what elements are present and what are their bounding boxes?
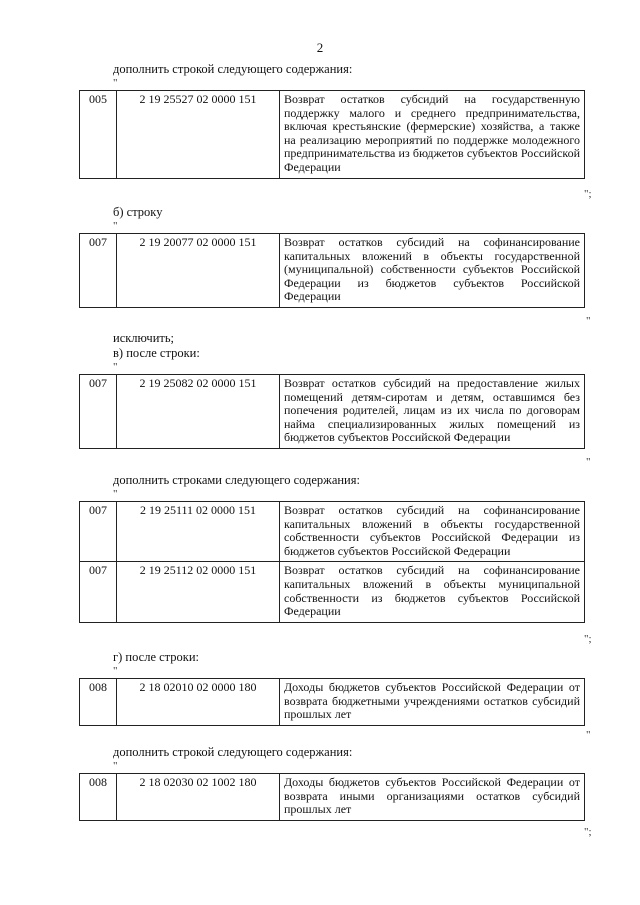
closing-quote: "; xyxy=(584,188,592,200)
budget-code: 2 19 20077 02 0000 151 xyxy=(117,234,280,308)
income-name: Возврат остатков субсидий на предоставление жилых помещений детям-сиротам и детям, оставшимся без попечения родителей, лицам из их числа по договорам найма специализированных жилых помещений из бюджетов субъектов Российской Федерации xyxy=(280,375,585,449)
income-name: Доходы бюджетов субъектов Российской Федерации от возврата бюджетными учреждениями остатков субсидий прошлых лет xyxy=(280,679,585,726)
table-row xyxy=(80,91,585,179)
instruction-row-b: б) строку xyxy=(113,205,163,219)
instruction-after-row-g: г) после строки: xyxy=(113,650,200,664)
opening-quote: " xyxy=(113,77,118,89)
closing-quote: " xyxy=(586,729,591,741)
opening-quote: " xyxy=(113,361,118,373)
closing-quote: "; xyxy=(584,826,592,838)
instruction-add-rows: дополнить строками следующего содержания: xyxy=(113,473,360,487)
opening-quote: " xyxy=(113,760,118,772)
admin-code: 007 xyxy=(80,375,117,449)
closing-quote: " xyxy=(586,456,591,468)
opening-quote: " xyxy=(113,220,118,232)
instruction-after-row-v: в) после строки: xyxy=(113,346,200,360)
instruction-add-row-2: дополнить строкой следующего содержания: xyxy=(113,745,353,759)
income-name: Возврат остатков субсидий на софинансирование капитальных вложений в объекты государственной (муниципальной) собственности субъектов Российской Федерации из бюджетов субъектов Российской Федерации xyxy=(280,234,585,308)
instruction-add-row: дополнить строкой следующего содержания: xyxy=(113,62,353,76)
instruction-exclude: исключить; xyxy=(113,331,175,345)
budget-code: 2 19 25111 02 0000 151 xyxy=(117,502,280,562)
budget-code: 2 18 02030 02 1002 180 xyxy=(117,774,280,821)
admin-code: 007 xyxy=(80,562,117,622)
opening-quote: " xyxy=(113,665,118,677)
admin-code: 005 xyxy=(80,91,117,179)
budget-code: 2 18 02010 02 0000 180 xyxy=(117,679,280,726)
admin-code: 007 xyxy=(80,502,117,562)
closing-quote: "; xyxy=(584,633,592,645)
table-row xyxy=(80,774,585,821)
table-row xyxy=(80,679,585,726)
table-row xyxy=(80,375,585,449)
admin-code: 008 xyxy=(80,774,117,821)
table-row xyxy=(80,562,585,622)
code-table-3 xyxy=(79,374,585,449)
admin-code: 008 xyxy=(80,679,117,726)
admin-code: 007 xyxy=(80,234,117,308)
closing-quote: " xyxy=(586,315,591,327)
income-name: Возврат остатков субсидий на государственную поддержку малого и среднего предпринимательства, включая крестьянские (фермерские) хозяйства, а также на реализацию мероприятий по поддержке молодежного предпринимательства из бюджетов субъектов Российской Федерации xyxy=(280,91,585,179)
code-table-6 xyxy=(79,773,585,821)
table-row xyxy=(80,234,585,308)
income-name: Возврат остатков субсидий на софинансирование капитальных вложений в объекты государственной собственности субъектов Российской Федерации из бюджетов субъектов Российской Федерации xyxy=(280,502,585,562)
budget-code: 2 19 25527 02 0000 151 xyxy=(117,91,280,179)
income-name: Возврат остатков субсидий на софинансирование капитальных вложений в объекты муниципальной собственности из бюджетов субъектов Российской Федерации xyxy=(280,562,585,622)
budget-code: 2 19 25082 02 0000 151 xyxy=(117,375,280,449)
code-table-1 xyxy=(79,90,585,179)
opening-quote: " xyxy=(113,488,118,500)
table-row xyxy=(80,502,585,562)
code-table-5 xyxy=(79,678,585,726)
budget-code: 2 19 25112 02 0000 151 xyxy=(117,562,280,622)
income-name: Доходы бюджетов субъектов Российской Федерации от возврата иными организациями остатков субсидий прошлых лет xyxy=(280,774,585,821)
page-number: 2 xyxy=(316,40,324,55)
code-table-2 xyxy=(79,233,585,308)
code-table-4 xyxy=(79,501,585,623)
